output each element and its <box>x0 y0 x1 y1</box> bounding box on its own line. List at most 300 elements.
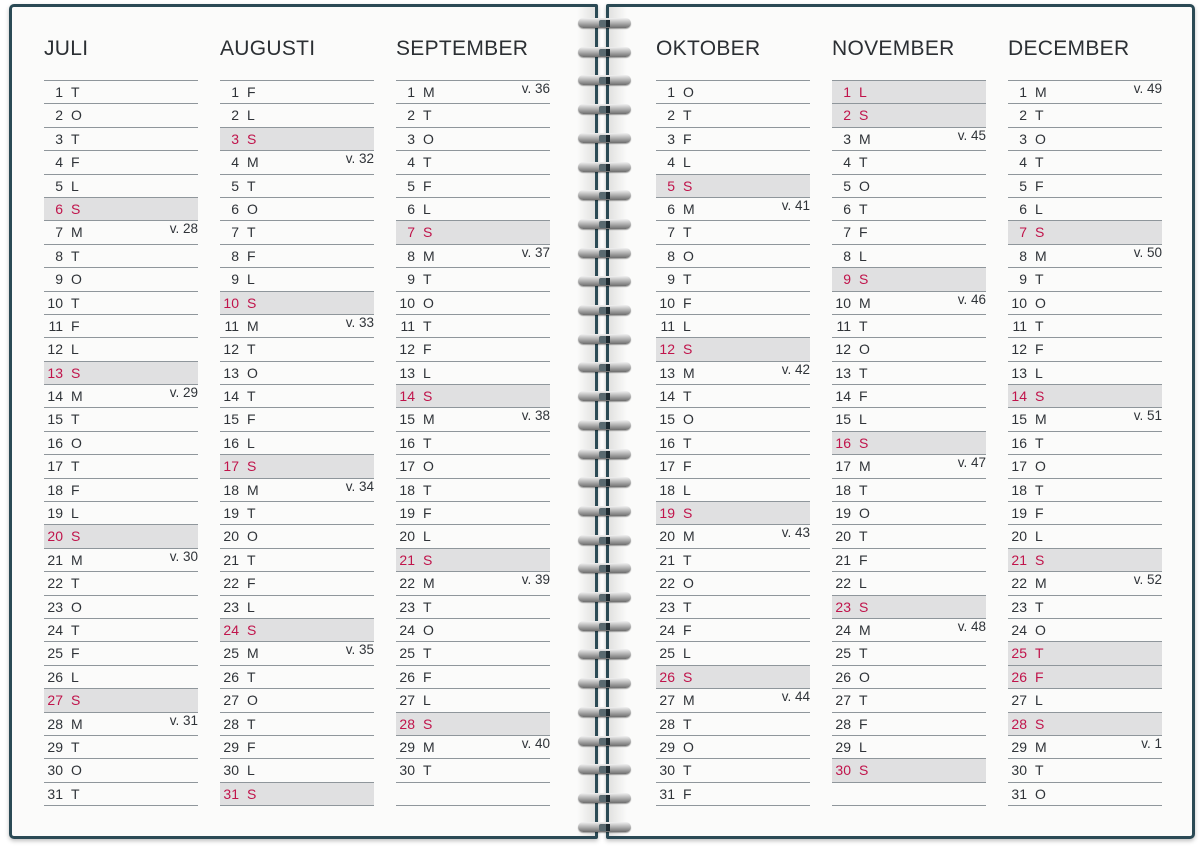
weekday-letter: O <box>683 738 694 755</box>
weekday-letter: O <box>71 107 82 124</box>
month-title: AUGUSTI <box>220 37 316 60</box>
day-row <box>396 619 550 642</box>
day-row <box>396 175 550 198</box>
day-row <box>396 596 550 619</box>
weekday-letter: M <box>423 738 435 755</box>
day-number: 28 <box>835 715 851 732</box>
day-number: 23 <box>223 598 239 615</box>
day-number: 15 <box>835 411 851 428</box>
day-number: 4 <box>407 154 415 171</box>
day-number: 12 <box>1011 341 1027 358</box>
weekday-letter: L <box>423 364 431 381</box>
day-row <box>44 408 198 431</box>
day-number: 19 <box>835 505 851 522</box>
day-row <box>220 642 374 665</box>
day-number: 9 <box>231 271 239 288</box>
day-number: 13 <box>659 364 675 381</box>
day-row <box>44 292 198 315</box>
day-number: 12 <box>223 341 239 358</box>
day-number: 9 <box>407 271 415 288</box>
day-number: 28 <box>659 715 675 732</box>
weekday-letter: O <box>1035 785 1046 802</box>
day-row <box>656 736 810 759</box>
spiral-coil <box>578 305 631 319</box>
day-number: 30 <box>223 762 239 779</box>
weekday-letter: M <box>423 411 435 428</box>
day-number: 12 <box>47 341 63 358</box>
day-row <box>656 479 810 502</box>
day-number: 14 <box>223 388 239 405</box>
weekday-letter: L <box>423 692 431 709</box>
day-number: 7 <box>1019 224 1027 241</box>
day-number: 5 <box>667 177 675 194</box>
weekday-letter: M <box>247 317 259 334</box>
day-number: 6 <box>231 200 239 217</box>
weekday-letter: F <box>71 317 80 334</box>
day-row <box>44 455 198 478</box>
day-number: 15 <box>1011 411 1027 428</box>
day-row <box>832 455 986 478</box>
weekday-letter: T <box>859 200 868 217</box>
weekday-letter: S <box>683 505 693 522</box>
day-row <box>656 783 810 806</box>
day-row <box>1008 151 1162 174</box>
weekday-letter: L <box>71 668 79 685</box>
week-number: v. 50 <box>1133 244 1162 260</box>
day-row <box>1008 713 1162 736</box>
day-row <box>1008 666 1162 689</box>
day-number: 11 <box>224 317 239 334</box>
day-row <box>1008 642 1162 665</box>
day-row <box>832 759 986 782</box>
day-number: 2 <box>407 107 415 124</box>
day-number: 22 <box>223 575 239 592</box>
day-number: 11 <box>660 317 675 334</box>
weekday-letter: O <box>423 130 434 147</box>
weekday-letter: M <box>859 294 871 311</box>
weekday-letter: F <box>1035 505 1044 522</box>
day-number: 9 <box>1019 271 1027 288</box>
day-number: 27 <box>659 692 675 709</box>
day-number: 1 <box>1019 84 1027 100</box>
day-row <box>396 104 550 127</box>
day-number: 26 <box>223 668 239 685</box>
day-row <box>396 128 550 151</box>
day-number: 27 <box>47 692 63 709</box>
weekday-letter: S <box>71 692 81 709</box>
day-list <box>44 80 198 806</box>
day-number: 19 <box>223 505 239 522</box>
day-number: 29 <box>1011 738 1027 755</box>
day-row <box>1008 689 1162 712</box>
weekday-letter: L <box>247 107 255 124</box>
day-number: 31 <box>223 785 239 802</box>
day-row <box>656 268 810 291</box>
weekday-letter: L <box>71 341 79 358</box>
weekday-letter: F <box>859 224 868 241</box>
day-number: 2 <box>55 107 63 124</box>
weekday-letter: F <box>683 130 692 147</box>
weekday-letter: O <box>859 341 870 358</box>
day-row <box>832 292 986 315</box>
weekday-letter: T <box>71 458 80 475</box>
day-number: 25 <box>1011 645 1027 662</box>
day-number: 21 <box>659 551 675 568</box>
weekday-letter: F <box>859 551 868 568</box>
day-number: 23 <box>47 598 63 615</box>
weekday-letter: T <box>247 505 256 522</box>
weekday-letter: T <box>1035 271 1044 288</box>
weekday-letter: M <box>423 247 435 264</box>
weekday-letter: T <box>247 388 256 405</box>
day-row <box>44 549 198 572</box>
weekday-letter: T <box>683 715 692 732</box>
day-row <box>1008 525 1162 548</box>
day-row <box>220 759 374 782</box>
weekday-letter: T <box>423 598 432 615</box>
day-number: 20 <box>399 528 415 545</box>
day-number: 13 <box>47 364 63 381</box>
day-row <box>1008 128 1162 151</box>
day-number: 22 <box>399 575 415 592</box>
day-number: 5 <box>231 177 239 194</box>
day-row <box>396 151 550 174</box>
day-row <box>1008 175 1162 198</box>
day-row <box>220 502 374 525</box>
weekday-letter: F <box>683 458 692 475</box>
day-row <box>656 759 810 782</box>
day-number: 27 <box>223 692 239 709</box>
day-row <box>656 385 810 408</box>
day-number: 13 <box>399 364 415 381</box>
day-row <box>396 525 550 548</box>
weekday-letter: S <box>423 551 433 568</box>
week-number: v. 45 <box>957 127 986 143</box>
day-number: 3 <box>407 130 415 147</box>
weekday-letter: F <box>247 738 256 755</box>
day-row <box>832 666 986 689</box>
month-title: JULI <box>44 37 89 60</box>
day-row <box>1008 736 1162 759</box>
week-number: v. 38 <box>521 408 550 424</box>
day-row <box>832 362 986 385</box>
weekday-letter: L <box>683 481 691 498</box>
weekday-letter: S <box>71 528 81 545</box>
day-row <box>656 549 810 572</box>
day-number: 5 <box>55 177 63 194</box>
weekday-letter: S <box>423 388 433 405</box>
day-row <box>44 315 198 338</box>
day-row <box>220 268 374 291</box>
day-number: 7 <box>55 224 63 241</box>
weekday-letter: F <box>71 481 80 498</box>
weekday-letter: L <box>1035 528 1043 545</box>
day-number: 5 <box>843 177 851 194</box>
day-number: 12 <box>399 341 415 358</box>
day-row <box>44 268 198 291</box>
month-title: NOVEMBER <box>832 37 955 60</box>
day-number: 21 <box>1011 551 1027 568</box>
spiral-coil <box>578 764 631 778</box>
spiral-coil <box>578 219 631 233</box>
day-row <box>396 268 550 291</box>
day-number: 3 <box>1019 130 1027 147</box>
day-number: 28 <box>47 715 63 732</box>
day-number: 30 <box>835 762 851 779</box>
week-number: v. 33 <box>345 314 374 330</box>
day-row <box>1008 572 1162 595</box>
day-number: 23 <box>1011 598 1027 615</box>
day-number: 10 <box>223 294 239 311</box>
spiral-coil <box>578 649 631 663</box>
day-row <box>1008 81 1162 104</box>
day-row <box>656 713 810 736</box>
week-number: v. 30 <box>169 548 198 564</box>
day-row <box>1008 596 1162 619</box>
day-number: 9 <box>843 271 851 288</box>
weekday-letter: T <box>1035 481 1044 498</box>
day-number: 5 <box>1019 177 1027 194</box>
day-row <box>44 151 198 174</box>
day-number: 17 <box>399 458 415 475</box>
day-number: 11 <box>400 317 415 334</box>
weekday-letter: O <box>1035 294 1046 311</box>
weekday-letter: S <box>859 107 869 124</box>
day-row <box>1008 268 1162 291</box>
week-number: v. 40 <box>521 735 550 751</box>
weekday-letter: F <box>423 177 432 194</box>
day-row <box>44 783 198 806</box>
day-number: 9 <box>55 271 63 288</box>
weekday-letter: T <box>423 154 432 171</box>
weekday-letter: O <box>859 177 870 194</box>
day-number: 10 <box>47 294 63 311</box>
day-number: 20 <box>223 528 239 545</box>
day-row <box>44 713 198 736</box>
day-number: 28 <box>1011 715 1027 732</box>
day-row <box>1008 619 1162 642</box>
weekday-letter: L <box>1035 200 1043 217</box>
day-row <box>44 385 198 408</box>
day-row <box>44 221 198 244</box>
day-number: 21 <box>223 551 239 568</box>
week-number: v. 39 <box>521 572 550 588</box>
weekday-letter: T <box>683 224 692 241</box>
day-number: 7 <box>407 224 415 241</box>
day-number: 29 <box>835 738 851 755</box>
day-number: 23 <box>835 598 851 615</box>
day-row <box>396 245 550 268</box>
weekday-letter: S <box>247 621 257 638</box>
weekday-letter: F <box>683 785 692 802</box>
day-row <box>1008 338 1162 361</box>
day-row <box>832 385 986 408</box>
day-row <box>44 736 198 759</box>
weekday-letter: S <box>859 598 869 615</box>
day-number: 8 <box>407 247 415 264</box>
day-number: 18 <box>399 481 415 498</box>
weekday-letter: T <box>423 762 432 779</box>
day-row <box>396 408 550 431</box>
day-row <box>220 479 374 502</box>
weekday-letter: M <box>1035 738 1047 755</box>
day-number: 26 <box>399 668 415 685</box>
month-title: DECEMBER <box>1008 37 1130 60</box>
day-row <box>220 572 374 595</box>
day-number: 29 <box>399 738 415 755</box>
spiral-coil <box>578 449 631 463</box>
week-number: v. 37 <box>521 244 550 260</box>
weekday-letter: O <box>71 598 82 615</box>
weekday-letter: O <box>71 271 82 288</box>
day-number: 22 <box>1011 575 1027 592</box>
spiral-coil <box>578 563 631 577</box>
weekday-letter: S <box>1035 551 1045 568</box>
day-row <box>832 338 986 361</box>
weekday-letter: S <box>423 224 433 241</box>
day-row <box>1008 104 1162 127</box>
day-number: 12 <box>835 341 851 358</box>
day-number: 23 <box>659 598 675 615</box>
weekday-letter: O <box>71 762 82 779</box>
day-number: 28 <box>223 715 239 732</box>
weekday-letter: T <box>247 341 256 358</box>
day-number: 1 <box>667 84 675 100</box>
weekday-letter: M <box>683 200 695 217</box>
spiral-coil <box>578 678 631 692</box>
day-row <box>220 713 374 736</box>
weekday-letter: L <box>247 598 255 615</box>
day-row <box>396 315 550 338</box>
day-number: 8 <box>667 247 675 264</box>
day-row <box>832 619 986 642</box>
weekday-letter: M <box>683 692 695 709</box>
weekday-letter: L <box>683 317 691 334</box>
day-row <box>44 642 198 665</box>
day-row <box>220 666 374 689</box>
day-number: 6 <box>1019 200 1027 217</box>
weekday-letter: T <box>71 294 80 311</box>
week-number: v. 36 <box>521 81 550 96</box>
day-number: 19 <box>1011 505 1027 522</box>
day-row <box>656 221 810 244</box>
day-row <box>396 198 550 221</box>
spiral-coil <box>578 104 631 118</box>
day-row <box>1008 198 1162 221</box>
weekday-letter: T <box>247 668 256 685</box>
weekday-letter: L <box>1035 692 1043 709</box>
day-number: 25 <box>47 645 63 662</box>
weekday-letter: M <box>1035 575 1047 592</box>
weekday-letter: M <box>683 528 695 545</box>
weekday-letter: F <box>247 84 256 100</box>
day-number: 24 <box>399 621 415 638</box>
day-row <box>44 432 198 455</box>
weekday-letter: T <box>859 692 868 709</box>
weekday-letter: O <box>683 84 694 100</box>
weekday-letter: O <box>423 458 434 475</box>
spiral-coil <box>578 420 631 434</box>
weekday-letter: T <box>1035 762 1044 779</box>
day-number: 1 <box>407 84 415 100</box>
day-row <box>220 104 374 127</box>
spiral-coil <box>578 276 631 290</box>
day-number: 30 <box>659 762 675 779</box>
weekday-letter: O <box>683 575 694 592</box>
day-number: 18 <box>1011 481 1027 498</box>
day-number: 18 <box>47 481 63 498</box>
weekday-letter: M <box>859 130 871 147</box>
day-number: 3 <box>843 130 851 147</box>
day-row <box>396 81 550 104</box>
day-number: 22 <box>47 575 63 592</box>
day-row <box>1008 479 1162 502</box>
day-number: 23 <box>399 598 415 615</box>
day-row <box>396 736 550 759</box>
month-title: SEPTEMBER <box>396 37 529 60</box>
day-number: 17 <box>223 458 239 475</box>
weekday-letter: S <box>683 341 693 358</box>
day-number: 14 <box>399 388 415 405</box>
day-row <box>44 572 198 595</box>
weekday-letter: M <box>247 481 259 498</box>
day-number: 24 <box>1011 621 1027 638</box>
week-number: v. 44 <box>781 689 810 705</box>
weekday-letter: M <box>683 364 695 381</box>
day-row <box>44 104 198 127</box>
week-number: v. 51 <box>1133 408 1162 424</box>
day-row <box>220 315 374 338</box>
weekday-letter: T <box>683 271 692 288</box>
day-number: 30 <box>47 762 63 779</box>
day-number: 24 <box>223 621 239 638</box>
weekday-letter: T <box>1035 645 1044 662</box>
day-row <box>832 713 986 736</box>
day-number: 4 <box>667 154 675 171</box>
day-row <box>656 596 810 619</box>
weekday-letter: M <box>71 715 83 732</box>
week-number: v. 48 <box>957 618 986 634</box>
day-number: 5 <box>407 177 415 194</box>
day-number: 19 <box>399 505 415 522</box>
week-number: v. 34 <box>345 478 374 494</box>
day-row <box>832 81 986 104</box>
weekday-letter: T <box>1035 434 1044 451</box>
weekday-letter: T <box>859 317 868 334</box>
weekday-letter: F <box>1035 668 1044 685</box>
day-row <box>396 572 550 595</box>
week-number: v. 47 <box>957 455 986 471</box>
day-number: 29 <box>223 738 239 755</box>
weekday-letter: T <box>683 598 692 615</box>
day-number: 25 <box>835 645 851 662</box>
day-number: 4 <box>55 154 63 171</box>
day-number: 11 <box>48 317 63 334</box>
weekday-letter: L <box>423 528 431 545</box>
weekday-letter: M <box>1035 84 1047 100</box>
day-row <box>1008 455 1162 478</box>
weekday-letter: M <box>859 621 871 638</box>
weekday-letter: M <box>71 388 83 405</box>
day-row <box>220 689 374 712</box>
week-number: v. 29 <box>169 385 198 401</box>
spiral-coil <box>578 47 631 61</box>
day-number: 11 <box>836 317 851 334</box>
day-row <box>396 455 550 478</box>
weekday-letter: T <box>423 271 432 288</box>
day-row <box>220 338 374 361</box>
weekday-letter: T <box>247 551 256 568</box>
